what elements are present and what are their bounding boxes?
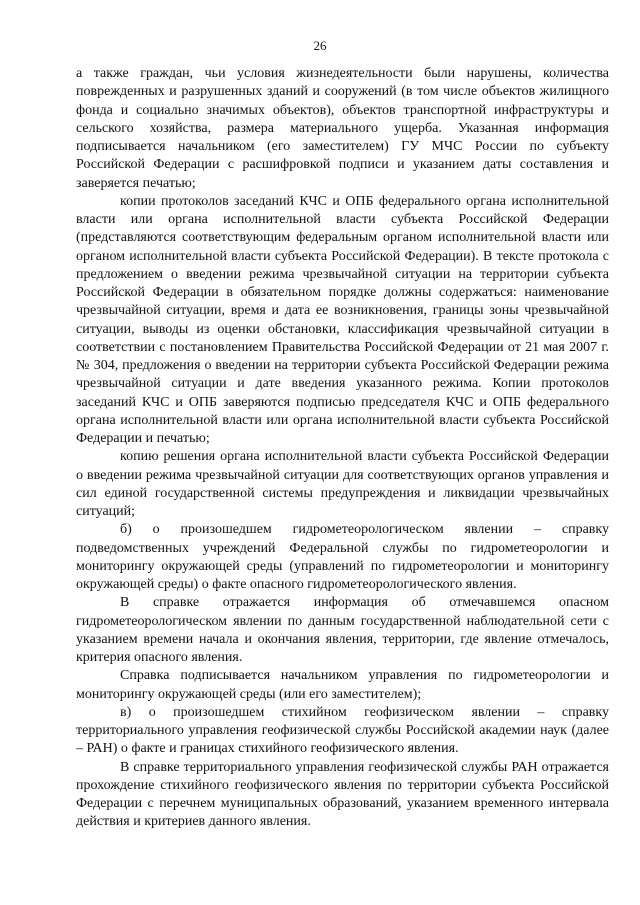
paragraph-ran-reference: В справке территориального управления геофизической службы РАН отражается прохождение стихийного геофизического явления по территории субъекта Российской Федерации с перечнем муниципальных образований, указанием временного интервала действия и критериев данного явления.	[76, 759, 609, 830]
paragraph-decision-copy: копию решения органа исполнительной власти субъекта Российской Федерации о введении режима чрезвычайной ситуации для соответствующих органов управления и сил единой государственной системы предупреждения и ликвидации чрезвычайных ситуаций;	[76, 449, 609, 519]
page-number: 26	[313, 38, 327, 53]
paragraph-protocol-copies: копии протоколов заседаний КЧС и ОПБ федерального органа исполнительной власти или органа исполнительной власти субъекта Российской Федерации (представляются соответствующим федеральным органом исполнительной власти или органом исполнительной власти субъекта Российской Федерации). В тексте протокола с предложением о введении режима чрезвычайной ситуации на территории субъекта Российской Федерации в обязательном порядке должны содержаться: наименование чрезвычайной ситуации, время и дата ее возникновения, границы зоны чрезвычайной ситуации, выводы из оценки обстановки, классификация чрезвычайной ситуации в соответствии с постановлением Правительства Российской Федерации от 21 мая 2007 г. № 304, предложения о введении на территории субъекта Российской Федерации режима чрезвычайной ситуации и дате введения указанного режима. Копии протоколов заседаний КЧС и ОПБ заверяются подписью председателя КЧС и ОПБ федерального органа исполнительной власти или органа исполнительной власти субъекта Российской Федерации и печатью;	[76, 193, 609, 446]
document-body	[76, 65, 609, 832]
paragraph-reference-content: В справке отражается информация об отмечавшемся опасном гидрометеорологическом явлении по данным государственной наблюдательной сети с указанием времени начала и окончания явления, территории, где явление отмечалось, критерия опасного явления.	[76, 595, 609, 665]
paragraph-item-v: в) о произошедшем стихийном геофизическом явлении – справку территориального управления геофизической службы Российской академии наук (далее – РАН) о факте и границах стихийного геофизического явления.	[76, 704, 609, 757]
paragraph-continuation: а также граждан, чьи условия жизнедеятельности были нарушены, количества поврежденных и разрушенных зданий и сооружений (в том числе объектов жилищного фонда и социально значимых объектов), объектов транспортной инфраструктуры и сельского хозяйства, размера материального ущерба. Указанная информация подписывается начальником (его заместителем) ГУ МЧС России по субъекту Российской Федерации с расшифровкой подписи и указанием даты составления и заверяется печатью;	[76, 66, 609, 191]
paragraph-item-b: б) о произошедшем гидрометеорологическом явлении – справку подведомственных учреждений Федеральной службы по гидрометеорологии и мониторингу окружающей среды (управлений по гидрометеорологии и мониторингу окружающей среды) о факте опасного гидрометеорологического явления.	[76, 522, 609, 592]
paragraph-reference-signature: Справка подписывается начальником управления по гидрометеорологии и мониторингу окружающей среды (или его заместителем);	[76, 668, 609, 702]
